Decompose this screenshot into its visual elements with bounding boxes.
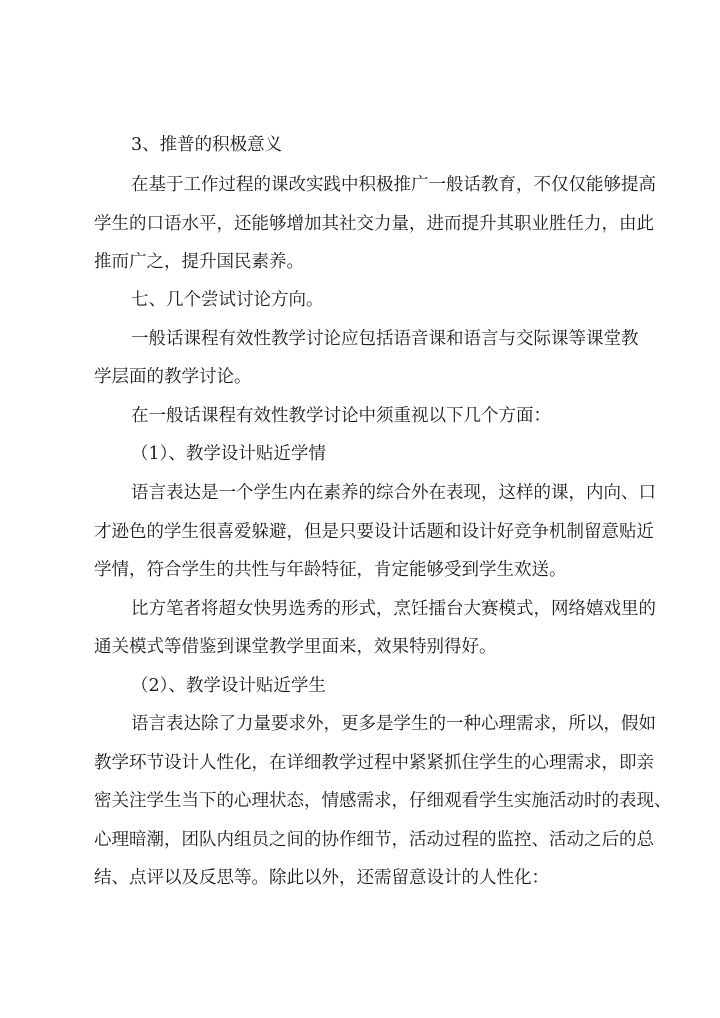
paragraph-line: 学情，符合学生的共性与年龄特征，肯定能够受到学生欢送。 (94, 560, 567, 580)
paragraph-line: 语言表达是一个学生内在素养的综合外在表现，这样的课，内向、口 (131, 483, 656, 503)
paragraph-line: 学生的口语水平，还能够增加其社交力量，进而提升其职业胜任力，由此 (94, 214, 654, 234)
paragraph-line: 推而广之，提升国民素养。 (94, 252, 304, 272)
paragraph-line: 才逊色的学生很喜爱躲避，但是只要设计话题和设计好竞争机制留意贴近 (94, 522, 654, 542)
paragraph-line: 在一般话课程有效性教学讨论中须重视以下几个方面： (131, 406, 551, 426)
paragraph-line: 心理暗潮，团队内组员之间的协作细节，活动过程的监控、活动之后的总 (94, 830, 654, 850)
paragraph-line: 语言表达除了力量要求外，更多是学生的一种心理需求，所以，假如 (131, 714, 656, 734)
paragraph-line: 一般话课程有效性教学讨论应包括语音课和语言与交际课等课堂教 (131, 329, 639, 349)
paragraph-line: 学层面的教学讨论。 (94, 367, 252, 387)
paragraph-line: 密关注学生当下的心理状态，情感需求，仔细观看学生实施活动时的表现、 (94, 791, 672, 811)
section-heading: 七、几个尝试讨论方向。 (131, 290, 324, 310)
paragraph-line: 教学环节设计人性化，在详细教学过程中紧紧抓住学生的心理需求，即亲 (94, 753, 654, 773)
paragraph-line: 在基于工作过程的课改实践中积极推广一般话教育，不仅仅能够提高 (131, 175, 656, 195)
paragraph-line: 通关模式等借鉴到课堂教学里面来，效果特别得好。 (94, 637, 497, 657)
section-heading: 3、推普的积极意义 (131, 135, 283, 155)
paragraph-line: 结、点评以及反思等。除此以外，还需留意设计的人性化： (94, 868, 549, 888)
subsection-heading: （1）、教学设计贴近学情 (131, 444, 326, 464)
subsection-heading: （2）、教学设计贴近学生 (131, 676, 326, 696)
paragraph-line: 比方笔者将超女快男选秀的形式，烹饪擂台大赛模式，网络嬉戏里的 (131, 599, 656, 619)
